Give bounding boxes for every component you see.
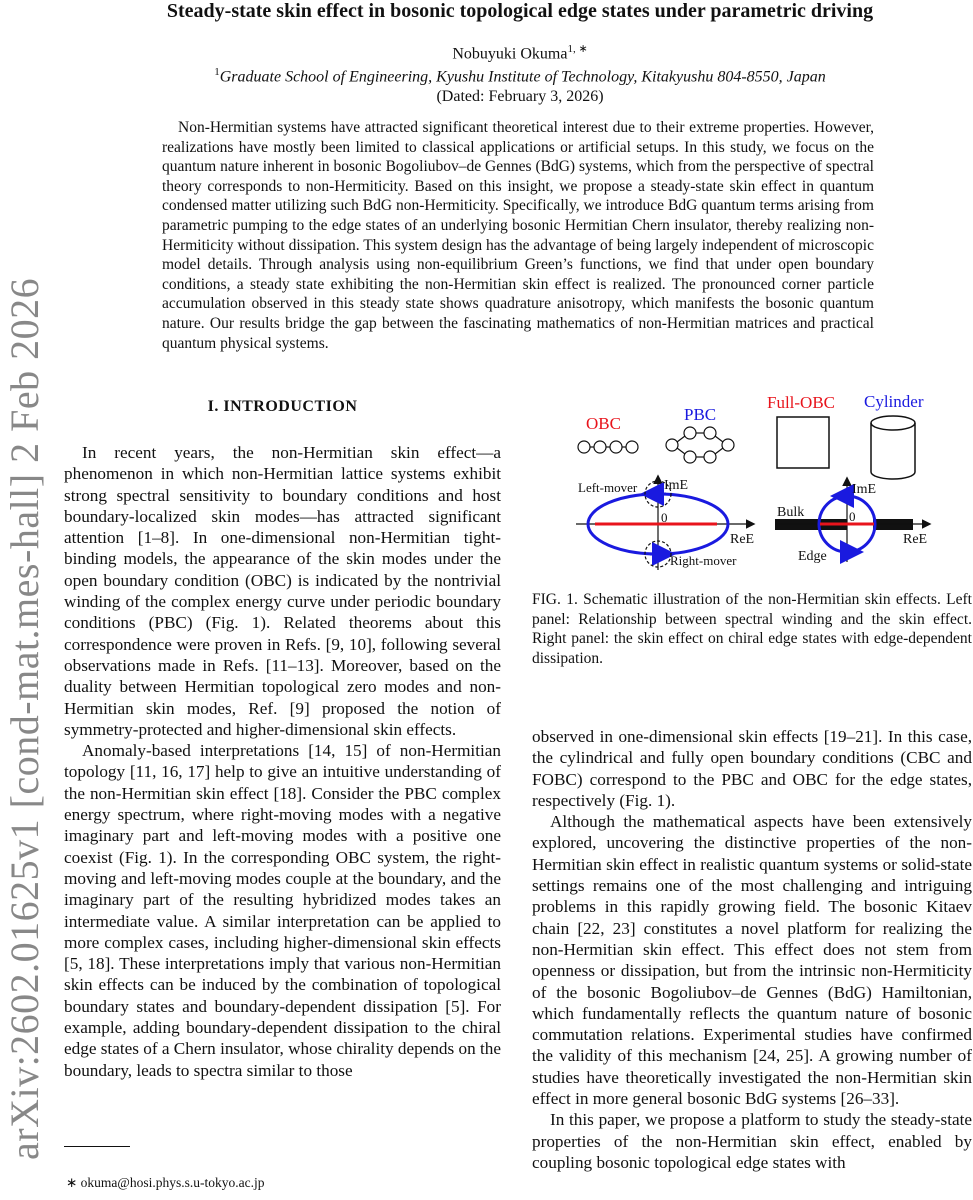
arxiv-identifier: arXiv:2602.01625v1 [cond-mat.mes-hall] 2 Feb 2026 [2,277,47,1160]
label-left-mover: Left-mover [578,480,638,495]
section-heading: I. INTRODUCTION [207,398,358,415]
author-name: Nobuyuki Okuma [452,45,568,63]
figure-1 [572,390,972,575]
label-right-zero: 0 [849,509,856,524]
label-right-im-e: ImE [852,482,877,497]
paragraph: observed in one-dimensional skin effects [19–21]. In this case, the cylindrical and fully open boundary conditions (CBC and FOBC) correspond to the PBC and OBC for the edge states, respectively (Fig. 1). [532,727,972,810]
label-obc: OBC [586,414,621,433]
footnote-rule [64,1146,130,1147]
label-left-zero: 0 [661,510,668,525]
footnote: ∗ okuma@hosi.phys.s.u-tokyo.ac.jp [66,1175,265,1190]
affiliation: Graduate School of Engineering, Kyushu Institute of Technology, Kitakyushu 804-8550, Japan [219,68,826,86]
pbc-ring [666,427,734,463]
author-line [160,42,880,63]
label-cylinder: Cylinder [864,392,924,411]
label-pbc: PBC [684,405,717,424]
left-column [64,442,501,1081]
right-column [532,726,972,1173]
label-bulk: Bulk [777,505,805,520]
figure-caption: FIG. 1. Schematic illustration of the non-Hermitian skin effects. Left panel: Relationship between spectral winding and the skin effect. Right panel: the skin effect on chiral edge states with edge-dependent dissipation. [532,591,972,667]
date-line: (Dated: February 3, 2026) [436,88,604,105]
paragraph: Although the mathematical aspects have been extensively explored, uncovering the distinctive properties of the non-Hermitian skin effect in realistic quantum systems or solid-state settings remains one of the most challenging and intriguing problems in this rapidly growing field. The bosonic Kitaev chain [22, 23] constitutes a novel platform for realizing the non-Hermitian skin effect. This effect does not stem from openness or dissipation, but from the intrinsic non-Hermiticity of the bosonic Bogoliubov–de Gennes (BdG) Hamiltonian, which fundamentally reflects the quantum nature of bosonic commutation relations. Experimental studies have confirmed the validity of this mechanism [24, 25]. A growing number of studies have theoretically investigated the non-Hermitian skin effect in more general bosonic BdG systems [26–33]. [532,812,972,1109]
label-full-obc: Full-OBC [767,393,836,412]
label-right-re-e: ReE [903,532,928,547]
affiliation-line [160,66,880,86]
paragraph: Anomaly-based interpretations [14, 15] of non-Hermitian topology [11, 16, 17] help to give an intuitive understanding of the non-Hermitian skin effect [18]. Consider the PBC complex energy spectrum, where right-moving modes with a negative imaginary part and left-moving modes with a positive one coexist (Fig. 1). In the corresponding OBC system, the right-moving and left-moving modes couple at the boundary, and the imaginary part of the resulting hybridized modes takes an intermediate value. A similar interpretation can be applied to more complex cases, including higher-dimensional skin effects [5, 18]. These interpretations imply that various non-Hermitian skin effects can be induced by the combination of topological boundary states and boundary-dependent dissipation [5]. For example, adding boundary-dependent dissipation to the chiral edge states of a Chern insulator, whose chirality depends on the boundary, leads to spectra similar to those [64,741,501,1080]
obc-chain [578,441,638,453]
author-superscript: 1, ∗ [567,43,588,55]
label-left-re-e: ReE [730,532,755,547]
paragraph: In recent years, the non-Hermitian skin effect—a phenomenon in which non-Hermitian lattice systems exhibit strong spectral sensitivity to boundary conditions and host boundary-localized skin modes—has attracted significant attention [1–8]. In one-dimensional non-Hermitian tight-binding models, the appearance of the skin modes under the open boundary condition (OBC) is indicated by the nontrivial winding of the complex energy curve under periodic boundary conditions (PBC) (Fig. 1). Related theorems about this correspondence were proven in Refs. [9, 10], following several observations made in Refs. [11–13]. Moreover, based on the duality between Hermitian topological zero modes and non-Hermitian skin modes, Ref. [9] proposed the notion of symmetry-protected and higher-dimensional skin effects. [64,443,501,739]
cylinder-shape [871,416,915,479]
paragraph: In this paper, we propose a platform to study the steady-state properties of the non-Hermitian skin effect, enabled by coupling bosonic topological edge states with [532,1110,972,1172]
paper-title: Steady-state skin effect in bosonic topological edge states under parametric driving [166,0,874,22]
abstract: Non-Hermitian systems have attracted significant theoretical interest due to their extreme properties. However, realizations have mostly been limited to classical applications or artificial setups. In this study, we focus on the quantum nature inherent in bosonic Bogoliubov–de Gennes (BdG) systems, which from the perspective of spectral theory corresponds to non-Hermiticity. Based on this insight, we propose a steady-state skin effect in quantum condensed matter utilizing such BdG non-Hermiticity. Specifically, we introduce BdG quantum terms arising from parametric pumping to the edge states of an underlying bosonic Hermitian Chern insulator, thereby realizing non-Hermiticity without dissipation. This system design has the advantage of being largely independent of microscopic model details. Through analysis using non-equilibrium Green’s functions, we find that under open boundary conditions, a steady state exhibiting the non-Hermitian skin effect is realized. The pronounced corner particle accumulation observed in this steady state shows quadrature anisotropy, which manifests the bosonic quantum nature. Our results bridge the gap between the fascinating mathematics of non-Hermitian matrices and practical quantum physical systems. [162,119,874,352]
label-left-im-e: ImE [664,478,689,493]
affiliation-superscript: 1 [214,66,220,78]
full-obc-square [777,417,829,468]
label-edge: Edge [798,549,827,564]
label-right-mover: Right-mover [670,553,737,568]
